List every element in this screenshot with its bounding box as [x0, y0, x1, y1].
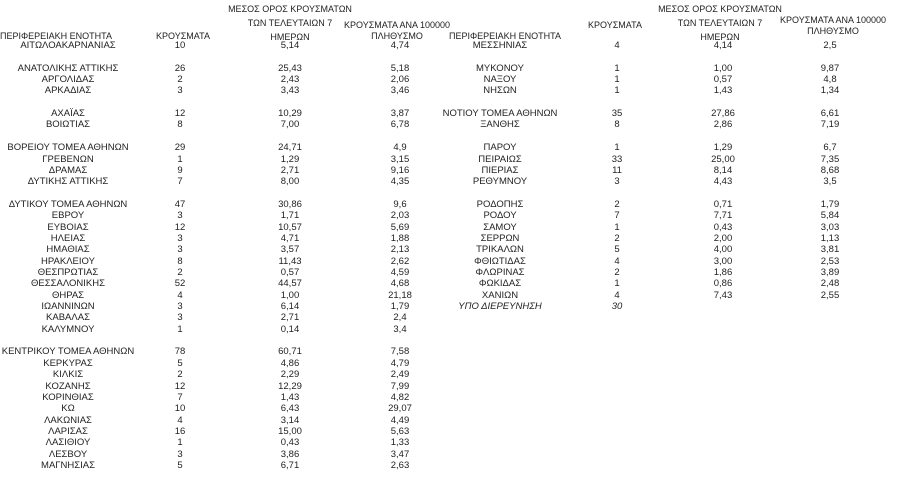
right-header-cases: ΚΡΟΥΣΜΑΤΑ	[588, 20, 642, 30]
region-name-cell: ΗΡΑΚΛΕΙΟΥ	[41, 255, 95, 267]
avg-7day-cell: 25,43	[278, 62, 302, 74]
per100k-cell: 21,18	[388, 289, 412, 301]
table-row	[0, 403, 900, 414]
region-name-cell: ΤΡΙΚΑΛΩΝ	[476, 244, 524, 256]
cases-cell: 33	[611, 153, 623, 165]
avg-7day-cell: 5,14	[280, 40, 300, 51]
avg-7day-cell: 2,71	[280, 312, 300, 324]
region-name-cell: ΘΗΡΑΣ	[51, 289, 85, 301]
region-name-cell: ΑΧΑΪΑΣ	[51, 108, 85, 120]
per100k-cell: 4,59	[390, 267, 410, 278]
per100k-cell: 3,89	[820, 267, 840, 278]
cases-cell: 52	[174, 278, 186, 290]
avg-7day-cell: 0,57	[280, 267, 300, 278]
avg-7day-cell: 0,14	[280, 323, 300, 335]
table-row	[0, 460, 900, 471]
per100k-cell: 8,68	[820, 164, 840, 176]
region-name-cell: ΙΩΑΝΝΙΝΩΝ	[41, 301, 95, 313]
region-name-cell: ΑΡΚΑΔΙΑΣ	[44, 85, 92, 97]
table-row	[0, 449, 900, 460]
cases-cell: 1	[177, 153, 183, 165]
avg-7day-cell: 10,29	[278, 108, 302, 120]
avg-7day-cell: 0,86	[713, 278, 733, 290]
region-name-cell: ΒΟΙΩΤΙΑΣ	[45, 119, 91, 131]
per100k-cell: 5,63	[390, 425, 410, 437]
region-name-cell: ΑΙΤΩΛΟΑΚΑΡΝΑΝΙΑΣ	[20, 40, 116, 51]
region-name-cell: ΝΟΤΙΟΥ ΤΟΜΕΑ ΑΘΗΝΩΝ	[442, 108, 558, 120]
cases-cell: 1	[614, 142, 620, 154]
avg-7day-cell: 60,71	[278, 346, 302, 358]
table-row	[0, 267, 900, 278]
per100k-cell: 2,03	[390, 210, 410, 222]
per100k-cell: 6,78	[390, 119, 410, 131]
per100k-cell: 6,7	[823, 142, 837, 154]
cases-cell: 3	[177, 232, 183, 244]
region-name-cell: ΛΕΣΒΟΥ	[48, 448, 88, 460]
avg-7day-cell: 1,43	[280, 391, 300, 403]
avg-7day-cell: 15,00	[278, 425, 302, 437]
cases-cell: 2	[614, 232, 620, 244]
avg-7day-cell: 2,00	[713, 232, 733, 244]
cases-cell: 7	[177, 391, 183, 403]
region-name-cell: ΘΕΣΠΡΩΤΙΑΣ	[37, 267, 99, 278]
avg-7day-cell: 12,29	[278, 380, 302, 392]
region-name-cell: ΜΕΣΣΗΝΙΑΣ	[472, 40, 528, 51]
table-row	[0, 188, 900, 199]
avg-7day-cell: 2,86	[713, 119, 733, 131]
table-row	[0, 210, 900, 221]
region-name-cell: ΗΛΕΙΑΣ	[50, 232, 86, 244]
region-name-cell: ΒΟΡΕΙΟΥ ΤΟΜΕΑ ΑΘΗΝΩΝ	[7, 142, 129, 154]
table-row	[0, 154, 900, 165]
cases-cell: 3	[177, 85, 183, 97]
left-header-avg: ΜΕΣΟΣ ΟΡΟΣ ΚΡΟΥΣΜΑΤΩΝ ΤΩΝ ΤΕΛΕΥΤΑΙΩΝ 7 ΗΜΕΡΩΝ	[228, 4, 352, 42]
per100k-cell: 1,34	[820, 85, 840, 97]
cases-cell: 3	[177, 312, 183, 324]
per100k-cell: 3,15	[390, 153, 410, 165]
avg-7day-cell: 1,71	[280, 210, 300, 222]
region-name-cell: ΚΩ	[61, 403, 75, 415]
table-row	[0, 426, 900, 437]
avg-7day-cell: 0,43	[713, 221, 733, 233]
cases-cell: 4	[614, 40, 620, 51]
per100k-cell: 4,8	[823, 74, 837, 86]
region-name-cell: ΚΟΡΙΝΘΙΑΣ	[42, 391, 94, 403]
cases-cell: 1	[614, 221, 620, 233]
table-row	[0, 63, 900, 74]
table-row	[0, 142, 900, 153]
per100k-cell: 2,5	[823, 40, 837, 51]
per100k-cell: 7,35	[820, 153, 840, 165]
cases-cell: 3	[614, 176, 620, 188]
table-row	[0, 51, 900, 62]
table-row	[0, 97, 900, 108]
table-row	[0, 233, 900, 244]
avg-7day-cell: 24,71	[278, 142, 302, 154]
cases-cell: 10	[174, 403, 186, 415]
per100k-cell: 4,68	[390, 278, 410, 290]
region-name-cell: ΜΥΚΟΝΟΥ	[476, 62, 524, 74]
avg-7day-cell: 3,57	[280, 244, 300, 256]
per100k-cell: 5,69	[390, 221, 410, 233]
avg-7day-cell: 7,00	[280, 119, 300, 131]
avg-7day-cell: 30,86	[278, 198, 302, 210]
table-row	[0, 199, 900, 210]
per100k-cell: 2,13	[390, 244, 410, 256]
avg-7day-cell: 1,43	[713, 85, 733, 97]
region-name-cell: ΛΑΣΙΘΙΟΥ	[45, 437, 91, 449]
table-row	[0, 335, 900, 346]
cases-cell: 8	[177, 255, 183, 267]
cases-cell: 4	[177, 289, 183, 301]
table-row	[0, 278, 900, 289]
table-row	[0, 358, 900, 369]
avg-7day-cell: 44,57	[278, 278, 302, 290]
avg-7day-cell: 4,14	[713, 40, 733, 51]
region-name-cell: ΥΠΟ ΔΙΕΡΕΥΝΗΣΗ	[458, 301, 542, 313]
per100k-cell: 1,79	[820, 198, 840, 210]
table-row	[0, 165, 900, 176]
per100k-cell: 1,88	[390, 232, 410, 244]
cases-cell: 26	[174, 62, 186, 74]
cases-cell: 16	[174, 425, 186, 437]
table-row	[0, 74, 900, 85]
cases-cell: 12	[174, 380, 186, 392]
per100k-cell: 3,4	[393, 323, 407, 335]
avg-7day-cell: 0,57	[713, 74, 733, 86]
table-row	[0, 312, 900, 323]
avg-7day-cell: 3,43	[280, 85, 300, 97]
region-name-cell: ΡΕΘΥΜΝΟΥ	[472, 176, 528, 188]
region-name-cell: ΝΑΞΟΥ	[483, 74, 517, 86]
table-row	[0, 346, 900, 357]
cases-cell: 35	[611, 108, 623, 120]
cases-cell: 3	[177, 448, 183, 460]
cases-cell: 1	[614, 85, 620, 97]
avg-7day-cell: 8,00	[280, 176, 300, 188]
avg-7day-cell: 2,43	[280, 74, 300, 86]
table-row	[0, 176, 900, 187]
cases-cell: 8	[177, 119, 183, 131]
avg-7day-cell: 1,29	[280, 153, 300, 165]
region-name-cell: ΔΥΤΙΚΗΣ ΑΤΤΙΚΗΣ	[27, 176, 109, 188]
avg-7day-cell: 4,86	[280, 357, 300, 369]
avg-7day-cell: 4,71	[280, 232, 300, 244]
avg-7day-cell: 1,86	[713, 267, 733, 278]
cases-cell: 4	[614, 255, 620, 267]
cases-cell: 10	[174, 40, 186, 51]
cases-cell: 47	[174, 198, 186, 210]
per100k-cell: 6,61	[820, 108, 840, 120]
region-name-cell: ΚΕΡΚΥΡΑΣ	[43, 357, 93, 369]
per100k-cell: 4,49	[390, 414, 410, 426]
cases-cell: 1	[614, 62, 620, 74]
per100k-cell: 7,58	[390, 346, 410, 358]
per100k-cell: 2,06	[390, 74, 410, 86]
avg-7day-cell: 0,71	[713, 198, 733, 210]
per100k-cell: 2,48	[820, 278, 840, 290]
region-name-cell: ΚΑΛΥΜΝΟΥ	[41, 323, 95, 335]
cases-cell: 4	[614, 289, 620, 301]
region-name-cell: ΓΡΕΒΕΝΩΝ	[42, 153, 94, 165]
table-row	[0, 381, 900, 392]
region-name-cell: ΔΥΤΙΚΟΥ ΤΟΜΕΑ ΑΘΗΝΩΝ	[8, 198, 128, 210]
region-name-cell: ΗΜΑΘΙΑΣ	[46, 244, 90, 256]
avg-7day-cell: 8,14	[713, 164, 733, 176]
avg-7day-cell: 6,14	[280, 301, 300, 313]
per100k-cell: 29,07	[388, 403, 412, 415]
cases-cell: 78	[174, 346, 186, 358]
per100k-cell: 2,62	[390, 255, 410, 267]
avg-7day-cell: 25,00	[711, 153, 735, 165]
avg-7day-cell: 0,43	[280, 437, 300, 449]
per100k-cell: 2,53	[820, 255, 840, 267]
region-name-cell: ΛΑΚΩΝΙΑΣ	[44, 414, 92, 426]
cases-cell: 3	[177, 244, 183, 256]
cases-cell: 9	[177, 164, 183, 176]
avg-7day-cell: 3,14	[280, 414, 300, 426]
region-name-cell: ΜΑΓΝΗΣΙΑΣ	[41, 459, 95, 471]
cases-cell: 2	[177, 74, 183, 86]
per100k-cell: 5,84	[820, 210, 840, 222]
avg-7day-cell: 6,71	[280, 459, 300, 471]
table-row	[0, 392, 900, 403]
cases-cell: 2	[614, 198, 620, 210]
avg-7day-cell: 4,00	[713, 244, 733, 256]
table-row	[0, 222, 900, 233]
cases-cell: 7	[614, 210, 620, 222]
cases-cell: 1	[177, 437, 183, 449]
per100k-cell: 3,03	[820, 221, 840, 233]
right-header-avg: ΜΕΣΟΣ ΟΡΟΣ ΚΡΟΥΣΜΑΤΩΝ ΤΩΝ ΤΕΛΕΥΤΑΙΩΝ 7 ΗΜΕΡΩΝ	[658, 4, 782, 42]
cases-cell: 7	[177, 176, 183, 188]
region-name-cell: ΚΑΒΑΛΑΣ	[46, 312, 90, 324]
avg-7day-cell: 1,00	[280, 289, 300, 301]
region-name-cell: ΠΕΙΡΑΙΩΣ	[478, 153, 522, 165]
region-name-cell: ΚΕΝΤΡΙΚΟΥ ΤΟΜΕΑ ΑΘΗΝΩΝ	[1, 346, 135, 358]
table-row	[0, 324, 900, 335]
left-header-per100k: ΚΡΟΥΣΜΑΤΑ ΑΝΑ 100000 ΠΛΗΘΥΣΜΟ	[344, 20, 450, 41]
per100k-cell: 2,4	[393, 312, 407, 324]
cases-cell: 2	[614, 267, 620, 278]
avg-7day-cell: 7,71	[713, 210, 733, 222]
per100k-cell: 9,87	[820, 62, 840, 74]
cases-cell: 3	[177, 301, 183, 313]
table-row	[0, 131, 900, 142]
table-row	[0, 256, 900, 267]
region-name-cell: ΚΟΖΑΝΗΣ	[45, 380, 91, 392]
region-name-cell: ΦΛΩΡΙΝΑΣ	[475, 267, 525, 278]
region-name-cell: ΕΒΡΟΥ	[51, 210, 85, 222]
region-name-cell: ΑΝΑΤΟΛΙΚΗΣ ΑΤΤΙΚΗΣ	[17, 62, 119, 74]
per100k-cell: 7,19	[820, 119, 840, 131]
region-name-cell: ΡΟΔΟΠΗΣ	[476, 198, 524, 210]
region-name-cell: ΦΩΚΙΔΑΣ	[478, 278, 522, 290]
cases-cell: 5	[177, 357, 183, 369]
per100k-cell: 7,99	[390, 380, 410, 392]
table-row	[0, 244, 900, 255]
cases-cell: 12	[174, 108, 186, 120]
region-name-cell: ΧΑΝΙΩΝ	[481, 289, 519, 301]
region-name-cell: ΛΑΡΙΣΑΣ	[48, 425, 88, 437]
avg-7day-cell: 4,43	[713, 176, 733, 188]
per100k-cell: 4,79	[390, 357, 410, 369]
left-header-region: ΠΕΡΙΦΕΡΕΙΑΚΗ ΕΝΟΤΗΤΑ	[0, 31, 113, 41]
table-row	[0, 290, 900, 301]
region-name-cell: ΦΘΙΩΤΙΔΑΣ	[474, 255, 526, 267]
avg-7day-cell: 3,86	[280, 448, 300, 460]
table-row	[0, 415, 900, 426]
cases-cell: 5	[177, 459, 183, 471]
region-name-cell: ΞΑΝΘΗΣ	[480, 119, 520, 131]
table-row	[0, 40, 900, 51]
per100k-cell: 9,6	[393, 198, 407, 210]
cases-cell: 11	[612, 164, 622, 176]
avg-7day-cell: 2,29	[280, 369, 300, 381]
cases-cell: 30	[611, 301, 623, 313]
cases-cell: 2	[177, 369, 183, 381]
table-row	[0, 108, 900, 119]
per100k-cell: 3,5	[823, 176, 837, 188]
cases-cell: 1	[614, 74, 620, 86]
cases-cell: 2	[177, 267, 183, 278]
region-name-cell: ΘΕΣΣΑΛΟΝΙΚΗΣ	[31, 278, 105, 290]
table-row	[0, 301, 900, 312]
avg-7day-cell: 1,29	[713, 142, 733, 154]
region-name-cell: ΑΡΓΟΛΙΔΑΣ	[41, 74, 95, 86]
avg-7day-cell: 3,00	[713, 255, 733, 267]
avg-7day-cell: 7,43	[713, 289, 733, 301]
cases-cell: 1	[177, 323, 183, 335]
per100k-cell: 1,79	[390, 301, 410, 313]
cases-cell: 8	[614, 119, 620, 131]
per100k-cell: 3,47	[390, 448, 410, 460]
per100k-cell: 4,9	[393, 142, 407, 154]
per100k-cell: 3,46	[390, 85, 410, 97]
region-name-cell: ΚΙΛΚΙΣ	[52, 369, 84, 381]
region-name-cell: ΔΡΑΜΑΣ	[48, 164, 88, 176]
region-name-cell: ΣΑΜΟΥ	[483, 221, 517, 233]
region-name-cell: ΡΟΔΟΥ	[483, 210, 517, 222]
per100k-cell: 2,63	[390, 459, 410, 471]
region-name-cell: ΝΗΣΩΝ	[483, 85, 517, 97]
per100k-cell: 1,33	[390, 437, 410, 449]
cases-cell: 29	[174, 142, 186, 154]
per100k-cell: 4,82	[390, 391, 410, 403]
per100k-cell: 4,74	[390, 40, 410, 51]
avg-7day-cell: 10,57	[278, 221, 302, 233]
region-name-cell: ΠΑΡΟΥ	[483, 142, 517, 154]
region-name-cell: ΕΥΒΟΙΑΣ	[47, 221, 89, 233]
per100k-cell: 1,13	[820, 232, 840, 244]
cases-cell: 4	[177, 414, 183, 426]
avg-7day-cell: 11,43	[278, 255, 302, 267]
avg-7day-cell: 1,00	[713, 62, 733, 74]
cases-cell: 5	[614, 244, 620, 256]
avg-7day-cell: 2,71	[280, 164, 300, 176]
per100k-cell: 3,87	[390, 108, 410, 120]
per100k-cell: 9,16	[390, 164, 410, 176]
avg-7day-cell: 27,86	[711, 108, 735, 120]
region-name-cell: ΠΙΕΡΙΑΣ	[481, 164, 519, 176]
table-row	[0, 85, 900, 96]
table-row	[0, 437, 900, 448]
per100k-cell: 3,81	[820, 244, 840, 256]
per100k-cell: 4,35	[390, 176, 410, 188]
right-header-per100k: ΚΡΟΥΣΜΑΤΑ ΑΝΑ 100000 ΠΛΗΘΥΣΜΟ	[780, 15, 886, 36]
cases-cell: 12	[174, 221, 186, 233]
left-header-cases: ΚΡΟΥΣΜΑΤΑ	[156, 31, 210, 41]
region-name-cell: ΣΕΡΡΩΝ	[480, 232, 520, 244]
per100k-cell: 2,49	[390, 369, 410, 381]
avg-7day-cell: 6,43	[280, 403, 300, 415]
cases-cell: 3	[177, 210, 183, 222]
per100k-cell: 5,18	[390, 62, 410, 74]
right-header-region: ΠΕΡΙΦΕΡΕΙΑΚΗ ΕΝΟΤΗΤΑ	[448, 31, 562, 41]
table-row	[0, 119, 900, 130]
table-row	[0, 369, 900, 380]
cases-cell: 1	[614, 278, 620, 290]
per100k-cell: 2,55	[820, 289, 840, 301]
